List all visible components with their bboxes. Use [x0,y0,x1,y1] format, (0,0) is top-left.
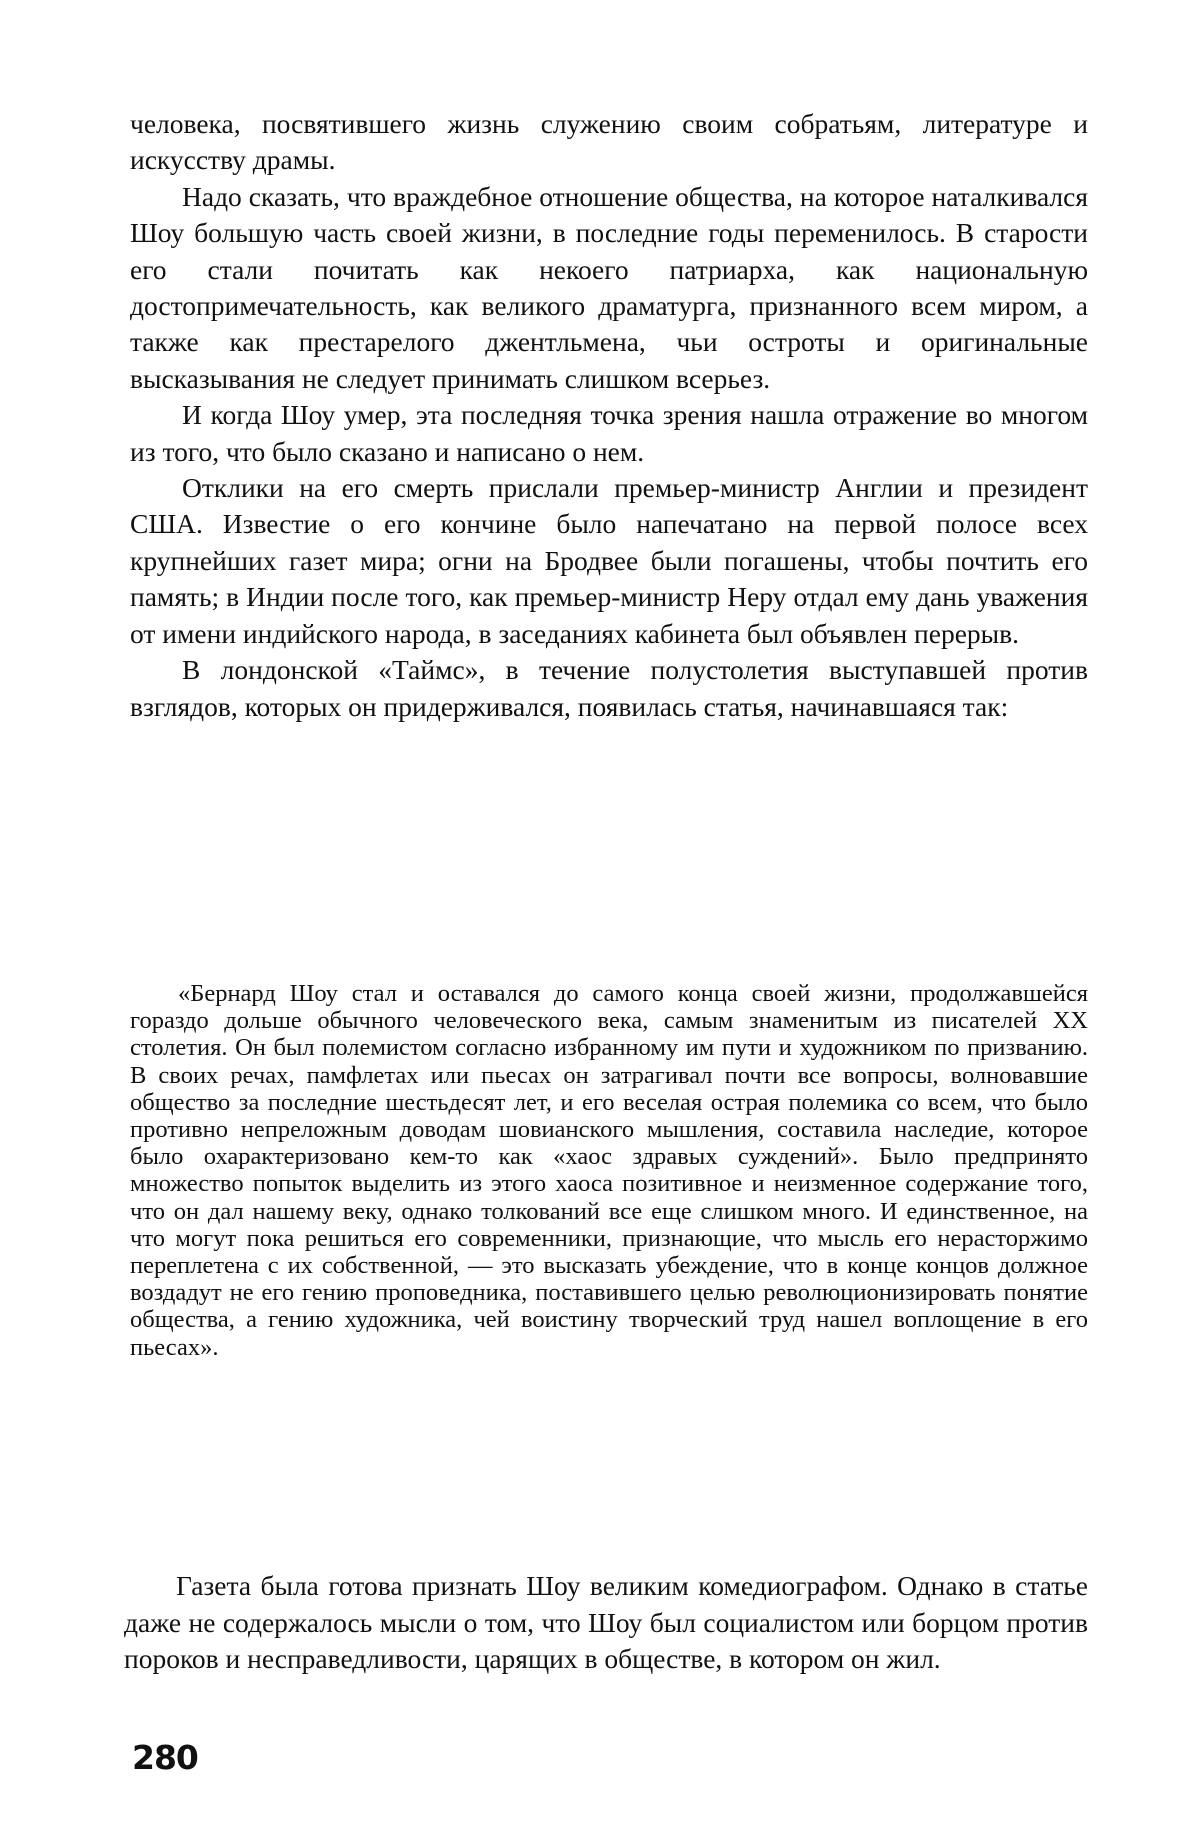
paragraph-3: И когда Шоу умер, эта последняя точка зрения нашла отражение во многом из того, что было сказано и написано о нем. [130,397,1088,470]
paragraph-5: В лондонской «Таймс», в течение полустолетия выступавшей против взглядов, которых он придерживался, появилась статья, начинавшаяся так: [130,652,1088,725]
paragraph-after-quote: Газета была готова признать Шоу великим комедиографом. Однако в статье даже не содержалось мысли о том, что Шоу был социалистом или борцом против пороков и несправедливости, царящих в обществе, в котором он жил. [124,1568,1088,1678]
paragraph-1: человека, посвятившего жизнь служению своим собратьям, литературе и искусству драмы. [130,106,1088,179]
times-quote: «Бернард Шоу стал и оставался до самого конца своей жизни, продолжавшейся гораздо дольше обычного человеческого века, самым знаменитым из писателей XX столетия. Он был полемистом согласно избранному им пути и художником по призванию. В своих речах, памфлетах или пьесах он затрагивал почти все вопросы, волновавшие общество за последние шестьдесят лет, и его веселая острая полемика со всем, что было противно непреложным доводам шовианского мышления, составила наследие, которое было охарактеризовано кем-то как «хаос здравых суждений». Было предпринято множество попыток выделить из этого хаоса позитивное и неизменное содержание того, что он дал нашему веку, однако толкований все еще слишком много. И единственное, на что могут пока решиться его современники, признающие, что мысль его нерасторжимо переплетена с их собственной, — это высказать убеждение, что в конце концов должное воздадут не его гению проповедника, поставившего целью революционизировать понятие общества, а гению художника, чей воистину творческий труд нашел воплощение в его пьесах». [130,980,1088,1361]
book-page [0,0,1200,1825]
paragraph-2: Надо сказать, что враждебное отношение общества, на которое наталкивался Шоу большую часть своей жизни, в последние годы переменилось. В старости его стали почитать как некоего патриарха, как национальную достопримечательность, как великого драматурга, признанного всем миром, а также как престарелого джентльмена, чьи остроты и оригинальные высказывания не следует принимать слишком всерьез. [130,179,1088,397]
page-number: 280 [132,1738,198,1777]
main-text-column [130,106,1088,725]
paragraph-4: Отклики на его смерть прислали премьер-министр Англии и президент США. Известие о его кончине было напечатано на первой полосе всех крупнейших газет мира; огни на Бродвее были погашены, чтобы почтить его память; в Индии после того, как премьер-министр Неру отдал ему дань уважения от имени индийского народа, в заседаниях кабинета был объявлен перерыв. [130,470,1088,652]
times-quote-block [130,980,1088,1361]
closing-text [124,1568,1088,1678]
